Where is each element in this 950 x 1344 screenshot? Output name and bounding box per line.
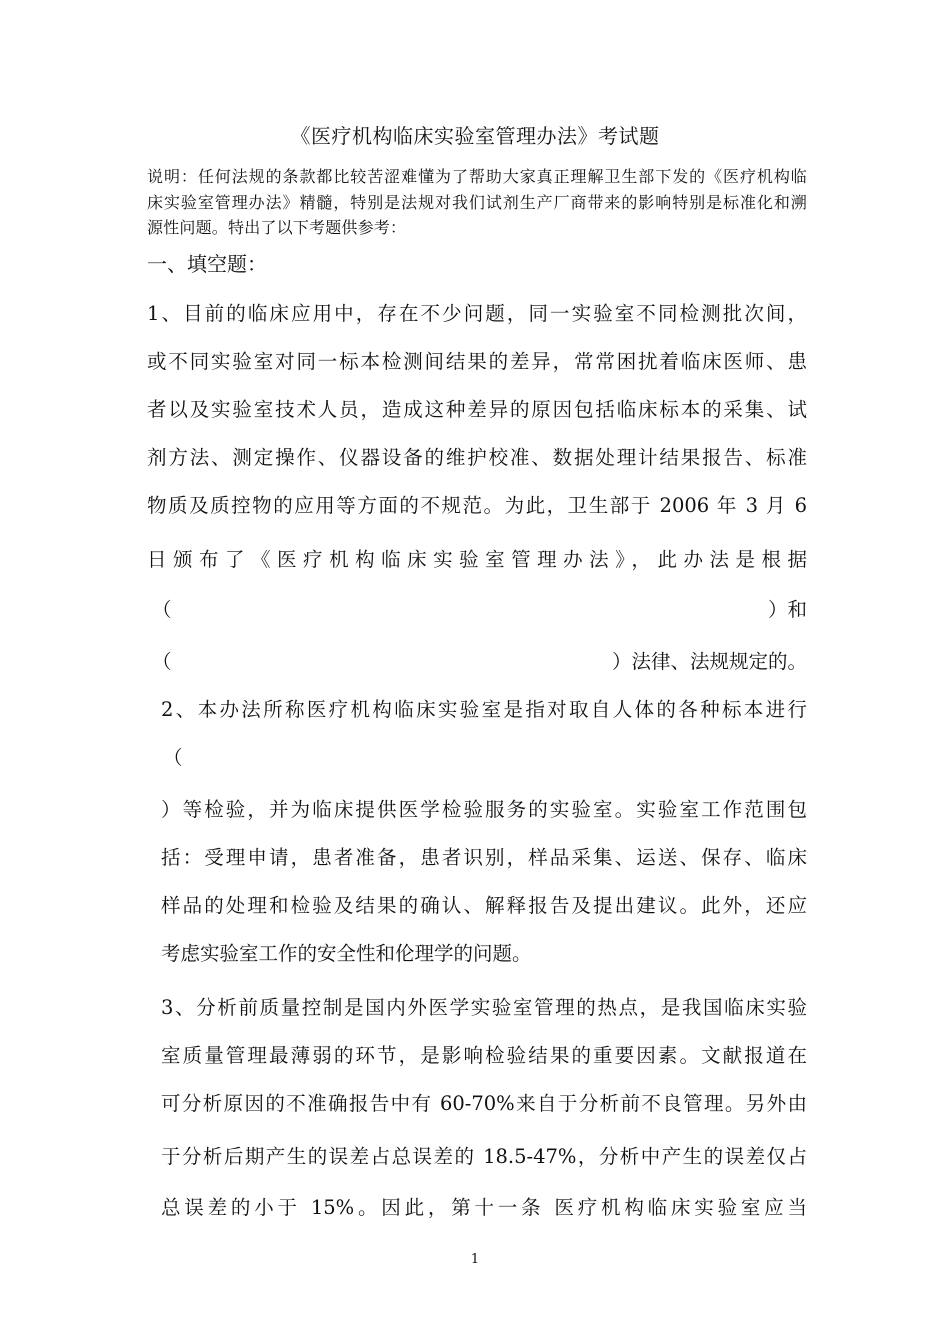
question-1-line: 1、目前的临床应用中，存在不少问题，同一实验室不同检测批次间， [147,302,807,325]
document-title: 《医疗机构临床实验室管理办法》考试题 [290,124,660,148]
question-3-line: 于分析后期产生的误差占总误差的 18.5-47%，分析中产生的误差仅占 [161,1145,807,1168]
question-1-line: 者以及实验室技术人员，造成这种差异的原因包括临床标本的采集、试 [147,398,807,421]
question-1-line: 或不同实验室对同一标本检测间结果的差异，常常困扰着临床医师、患 [147,350,807,373]
question-2-line: 样品的处理和检验及结果的确认、解释报告及提出建议。此外，还应 [161,894,807,917]
page-number: 1 [470,1252,480,1267]
question-3-line: 室质量管理最薄弱的环节，是影响检验结果的重要因素。文献报道在 [161,1044,807,1067]
question-3-line: 总误差的小于 15%。因此，第十一条 医疗机构临床实验室应当 [161,1196,807,1219]
question-3-line: 可分析原因的不准确报告中有 60-70%来自于分析前不良管理。另外由 [161,1092,807,1115]
question-2-blank-open-paren: （ [163,746,183,769]
question-1-line: 日颁布了《医疗机构临床实验室管理办法》，此办法是根据 [147,548,807,571]
question-2-line: 考虑实验室工作的安全性和伦理学的问题。 [161,942,532,965]
blank-2-open-paren: （ [152,650,172,673]
question-2-line: ）等检验，并为临床提供医学检验服务的实验室。实验室工作范围包 [161,798,807,821]
question-2-line: 2、本办法所称医疗机构临床实验室是指对取自人体的各种标本进行 [161,698,807,721]
blank-1-close-paren: ）和 [767,598,807,621]
blank-1-open-paren: （ [152,598,172,621]
section-heading: 一、填空题： [147,252,267,276]
intro-line: 源性问题。特出了以下考题供参考： [147,218,407,237]
question-3-line: 3、分析前质量控制是国内外医学实验室管理的热点，是我国临床实验 [161,996,807,1019]
intro-line: 床实验室管理办法》精髓，特别是法规对我们试剂生产厂商带来的影响特别是标准化和溯 [147,193,807,212]
blank-2-close-paren: ）法律、法规规定的。 [611,650,807,673]
question-2-line: 括：受理申请，患者准备，患者识别，样品采集、运送、保存、临床 [161,846,807,869]
question-1-line: 剂方法、测定操作、仪器设备的维护校准、数据处理计结果报告、标准 [147,446,807,469]
question-1-line: 物质及质控物的应用等方面的不规范。为此，卫生部于 2006 年 3 月 6 [147,494,807,517]
intro-line: 说明：任何法规的条款都比较苦涩难懂为了帮助大家真正理解卫生部下发的《医疗机构临 [147,167,807,186]
